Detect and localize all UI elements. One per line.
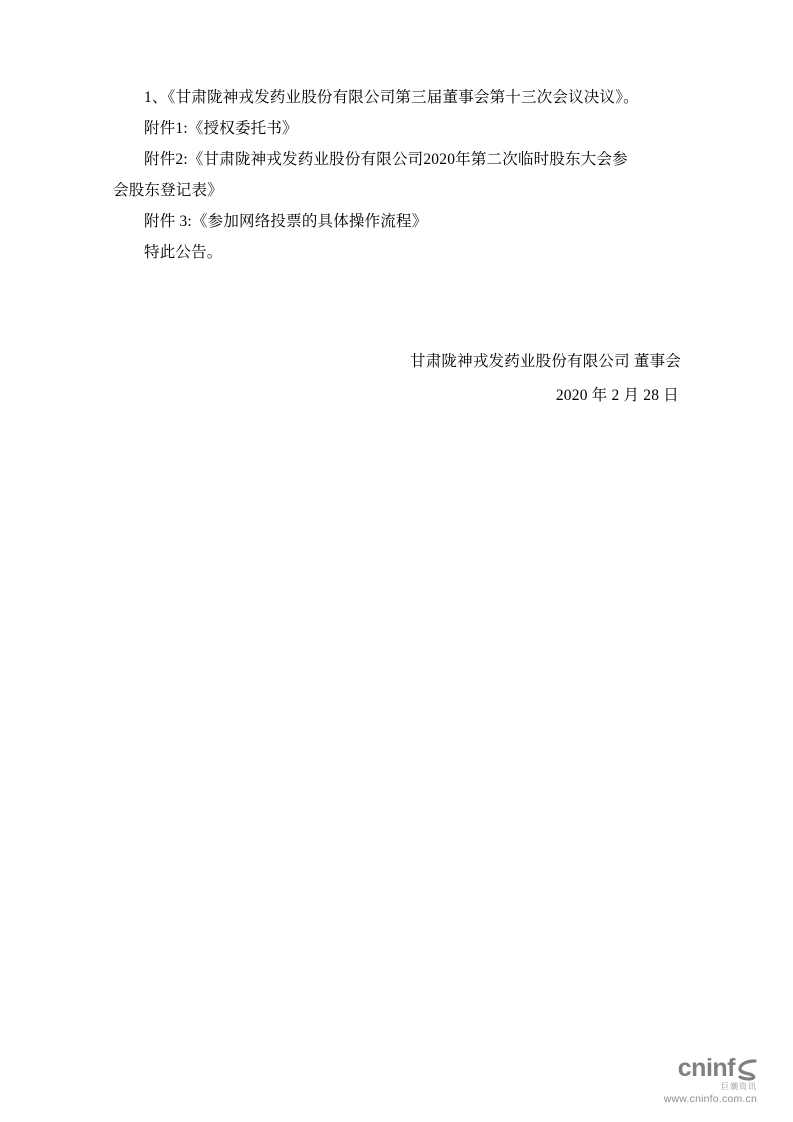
logo-wordmark: cninf [677, 1053, 735, 1082]
paragraph-attachment-1: 附件1:《授权委托书》 [144, 120, 298, 137]
logo-url: www.cninfo.com.cn [663, 1092, 757, 1105]
paragraph-attachment-2: 附件2:《甘肃陇神戎发药业股份有限公司2020年第二次临时股东大会参 [144, 151, 628, 168]
signature-block [113, 345, 683, 413]
signature-date: 2020 年 2 月 28 日 [555, 387, 679, 404]
paragraph-item-1: 1、《甘肃陇神戎发药业股份有限公司第三届董事会第十三次会议决议》。 [144, 89, 639, 106]
signature-company: 甘肃陇神戎发药业股份有限公司 董事会 [410, 353, 681, 370]
paragraph-attachment-2-continued: 会股东登记表》 [113, 182, 223, 199]
logo-mark [664, 1053, 757, 1082]
cninfo-logo [663, 1053, 757, 1105]
document-body [113, 82, 683, 268]
swoosh-icon [738, 1059, 757, 1081]
paragraph-attachment-3: 附件 3:《参加网络投票的具体操作流程》 [144, 213, 428, 230]
paragraph-notice: 特此公告。 [144, 244, 223, 261]
logo-subtitle: 巨潮资讯 [721, 1081, 757, 1091]
